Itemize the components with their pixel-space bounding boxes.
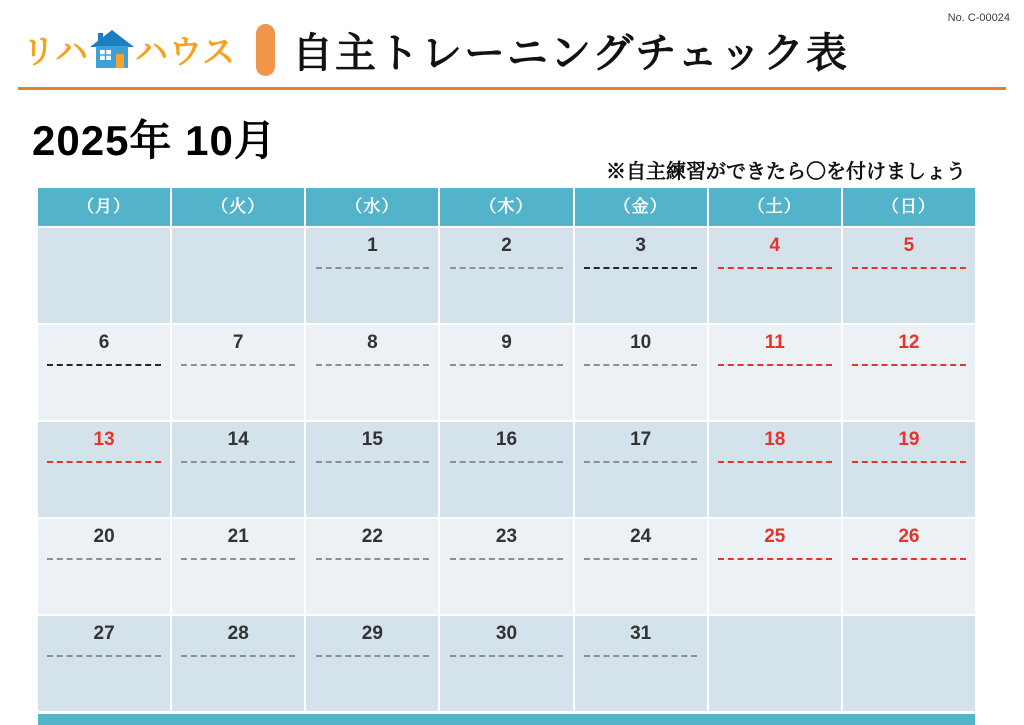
day-number: 6 [98, 332, 110, 353]
entry-line [718, 364, 832, 366]
day-cell-4 [709, 228, 841, 323]
day-number: 17 [630, 429, 652, 450]
day-number: 22 [361, 526, 383, 547]
day-cell-5 [843, 228, 975, 323]
entry-line [852, 558, 966, 560]
page-header [22, 20, 849, 79]
day-number: 18 [764, 429, 786, 450]
day-number: 29 [361, 623, 383, 644]
weekday-header: （日） [843, 188, 975, 226]
weekday-header: （火） [172, 188, 304, 226]
day-cell-10 [575, 325, 707, 420]
day-number: 5 [903, 235, 915, 256]
day-number: 26 [898, 526, 920, 547]
day-cell-29 [306, 616, 438, 711]
weekday-header: （月） [38, 188, 170, 226]
day-number: 19 [898, 429, 920, 450]
day-cell-31 [575, 616, 707, 711]
day-cell-26 [843, 519, 975, 614]
document-number: No. C-00024 [947, 12, 1010, 24]
logo-text-left: リハ [22, 33, 90, 70]
day-number: 23 [495, 526, 518, 547]
weekday-header: （水） [306, 188, 438, 226]
day-cell-3 [575, 228, 707, 323]
weekday-header: （金） [575, 188, 707, 226]
entry-line [852, 364, 966, 366]
day-number: 13 [93, 429, 115, 450]
entry-line [718, 558, 832, 560]
day-cell-18 [709, 422, 841, 517]
day-number: 8 [367, 332, 378, 353]
logo-text-right: ハウス [135, 33, 237, 70]
day-cell-14 [172, 422, 304, 517]
weekday-header: （木） [440, 188, 572, 226]
day-cell-28 [172, 616, 304, 711]
day-cell-30 [440, 616, 572, 711]
accent-pill [256, 24, 275, 76]
entry-line [316, 461, 430, 463]
day-cell-empty [709, 616, 841, 711]
day-number: 31 [630, 623, 652, 644]
reha-house-logo [22, 26, 236, 73]
entry-line [316, 558, 430, 560]
day-cell-27 [38, 616, 170, 711]
day-number: 1 [367, 235, 378, 256]
house-icon [90, 30, 134, 70]
day-cell-17 [575, 422, 707, 517]
day-cell-1 [306, 228, 438, 323]
day-number: 12 [898, 332, 920, 353]
entry-line [584, 364, 698, 366]
entry-line [47, 558, 161, 560]
entry-line [47, 655, 161, 657]
day-number: 27 [93, 623, 115, 644]
header-divider [18, 87, 1006, 90]
day-number: 14 [227, 429, 249, 450]
day-number: 4 [769, 235, 781, 256]
entry-line [450, 461, 564, 463]
day-cell-20 [38, 519, 170, 614]
day-number: 25 [764, 526, 786, 547]
entry-line [584, 655, 698, 657]
day-cell-24 [575, 519, 707, 614]
day-number: 11 [764, 332, 785, 353]
day-number: 16 [495, 429, 518, 450]
day-number: 20 [93, 526, 115, 547]
day-cell-2 [440, 228, 572, 323]
day-number: 9 [501, 332, 512, 353]
day-cell-empty [843, 616, 975, 711]
entry-line [316, 364, 430, 366]
entry-line [47, 461, 161, 463]
bottom-edge-bar [38, 714, 975, 725]
entry-line [181, 558, 295, 560]
day-cell-12 [843, 325, 975, 420]
day-cell-25 [709, 519, 841, 614]
entry-line [450, 267, 564, 269]
day-cell-23 [440, 519, 572, 614]
entry-line [584, 558, 698, 560]
day-cell-16 [440, 422, 572, 517]
day-cell-9 [440, 325, 572, 420]
instruction-note: ※自主練習ができたら〇を付けましょう [606, 161, 966, 183]
day-cell-13 [38, 422, 170, 517]
entry-line [584, 267, 698, 269]
day-cell-21 [172, 519, 304, 614]
entry-line [718, 461, 832, 463]
entry-line [181, 364, 295, 366]
period-title: 2025年 10月 [32, 117, 277, 164]
day-cell-6 [38, 325, 170, 420]
day-number: 28 [227, 623, 249, 644]
day-cell-7 [172, 325, 304, 420]
day-cell-19 [843, 422, 975, 517]
day-cell-8 [306, 325, 438, 420]
entry-line [450, 655, 564, 657]
entry-line [450, 558, 564, 560]
calendar-table [38, 188, 975, 711]
day-cell-11 [709, 325, 841, 420]
entry-line [852, 461, 966, 463]
day-number: 21 [227, 526, 249, 547]
day-cell-22 [306, 519, 438, 614]
entry-line [584, 461, 698, 463]
day-cell-empty [172, 228, 304, 323]
day-number: 3 [635, 235, 646, 256]
entry-line [852, 267, 966, 269]
day-cell-empty [38, 228, 170, 323]
entry-line [450, 364, 564, 366]
day-number: 2 [501, 235, 512, 256]
day-number: 15 [361, 429, 383, 450]
day-number: 10 [630, 332, 652, 353]
entry-line [718, 267, 832, 269]
entry-line [181, 655, 295, 657]
page-title: 自主トレーニングチェック表 [292, 30, 849, 76]
day-number: 7 [232, 332, 244, 353]
entry-line [181, 461, 295, 463]
weekday-header: （土） [709, 188, 841, 226]
day-number: 30 [495, 623, 518, 644]
entry-line [316, 655, 430, 657]
entry-line [316, 267, 430, 269]
entry-line [47, 364, 161, 366]
day-cell-15 [306, 422, 438, 517]
day-number: 24 [630, 526, 652, 547]
